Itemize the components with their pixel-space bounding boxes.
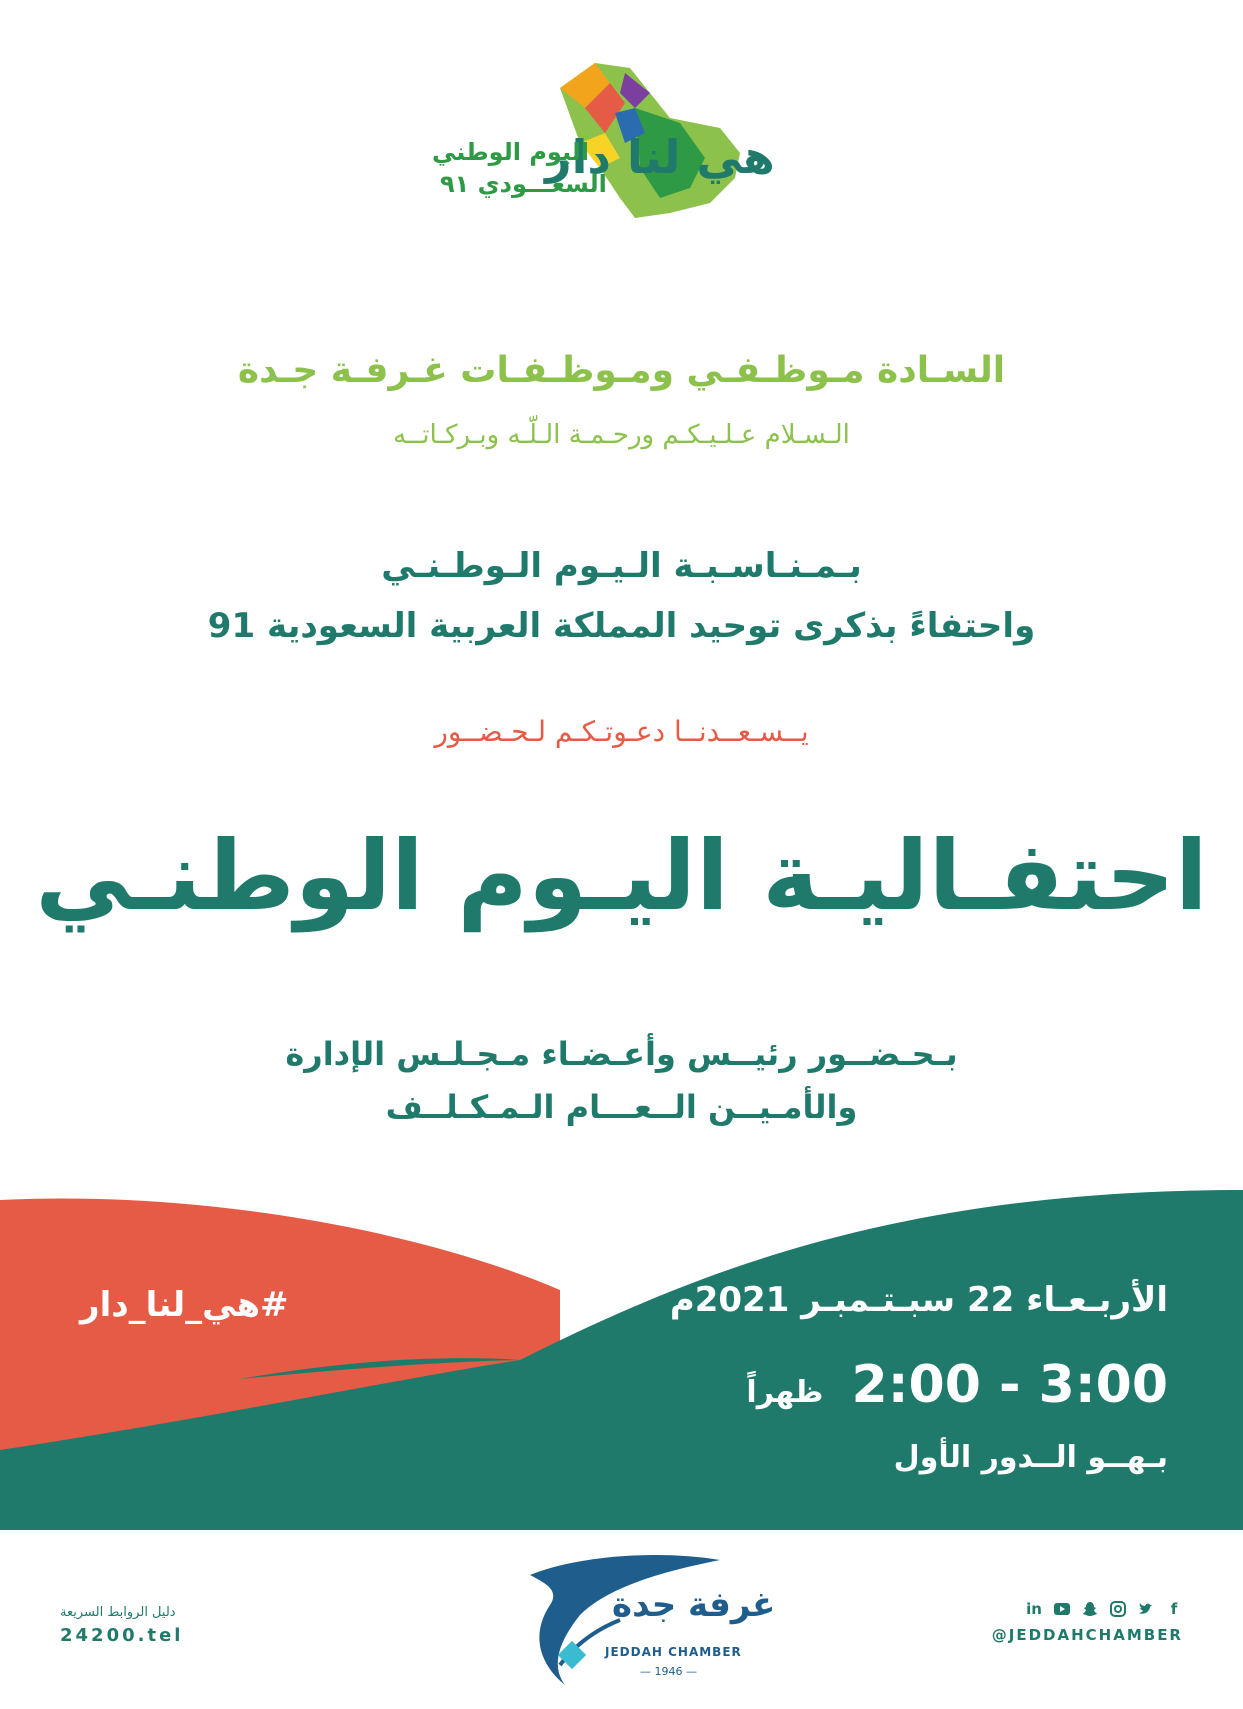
presence-line1: بـحـضــور رئيــس وأعـضـاء مـجـلـس الإدارة xyxy=(285,1035,958,1073)
twitter-icon[interactable] xyxy=(1137,1600,1155,1618)
event-title: احتفـاليـة اليـوم الوطنـي xyxy=(35,820,1208,932)
linkedin-icon[interactable]: in xyxy=(1026,1600,1042,1618)
logo-text-line1: اليوم الوطني xyxy=(432,138,589,166)
chamber-arabic-name: غرفة جدة xyxy=(612,1585,776,1625)
logo-text-line2: السعـــودي ٩١ xyxy=(440,170,607,198)
facebook-icon[interactable]: f xyxy=(1170,1600,1178,1618)
quick-links-label: دليل الروابط السريعة xyxy=(60,1605,176,1620)
occasion-line1: بـمـنـاسـبـة الـيـوم الـوطـنـي xyxy=(381,546,862,586)
event-venue: بـهــو الــدور الأول xyxy=(893,1440,1168,1475)
instagram-icon[interactable] xyxy=(1109,1600,1127,1618)
event-time xyxy=(746,1355,1168,1415)
chamber-year: — 1946 — xyxy=(640,1665,697,1678)
hashtag: #هي_لنا_دار xyxy=(80,1285,289,1325)
logo-map-text: هي لنا دار xyxy=(545,130,775,184)
invite-line: يــسـعــدنــا دعـوتـكـم لـحـضــور xyxy=(434,715,809,748)
chamber-english-name: JEDDAH CHAMBER xyxy=(605,1645,742,1659)
youtube-icon[interactable] xyxy=(1053,1600,1071,1618)
greeting-salam: الـسـلام عـلـيـكـم ورحـمـة الـلّـه وبـركـاتــه xyxy=(393,420,850,450)
event-date: الأربـعـاء 22 سبـتـمبـر 2021م xyxy=(669,1280,1168,1320)
greeting-title: السـادة مـوظـفـي ومـوظـفـات غـرفـة جـدة xyxy=(237,350,1006,391)
event-time-range: 2:00 - 3:00 xyxy=(851,1355,1168,1415)
occasion-line2: واحتفاءً بذكرى توحيد المملكة العربية السعودية 91 xyxy=(207,606,1036,646)
social-handle[interactable]: @JEDDAHCHAMBER xyxy=(991,1626,1183,1644)
jeddah-chamber-logo-icon xyxy=(520,1545,740,1705)
quick-links-url[interactable]: 24200.tel xyxy=(60,1625,184,1646)
presence-line2: والأمـيــن الــعـــام الـمـكـلــف xyxy=(385,1088,858,1126)
snapchat-icon[interactable] xyxy=(1081,1600,1099,1618)
event-time-suffix: ظهراً xyxy=(746,1375,824,1410)
social-icons xyxy=(1025,1600,1183,1618)
